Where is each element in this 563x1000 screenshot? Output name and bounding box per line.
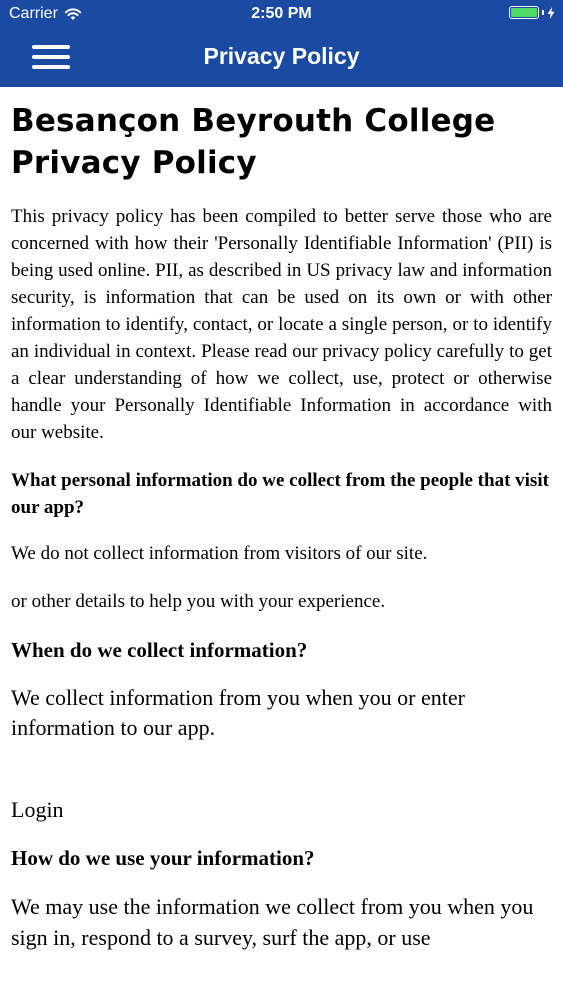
carrier-label: Carrier (9, 5, 58, 22)
page-title: Besançon Beyrouth College Privacy Policy (11, 103, 496, 181)
battery-fill (511, 8, 537, 17)
bolt-icon (547, 7, 555, 19)
collect-question: What personal information do we collect from the people that visit our app? (11, 470, 549, 518)
collect-answer-2: or other details to help you with your experience. (11, 591, 386, 612)
when-answer: We collect information from you when you or enter information to our app. (11, 685, 465, 740)
spacer (11, 743, 552, 795)
battery-nub (542, 10, 544, 15)
collect-answer-1: We do not collect information from visitors of our site. (11, 543, 428, 564)
status-time: 2:50 PM (251, 5, 312, 22)
nav-bar (0, 30, 563, 87)
use-answer: We may use the information we collect from you when you sign in, respond to a survey, surf the app, or use (11, 894, 534, 950)
status-bar (0, 0, 563, 30)
login-text: Login (11, 797, 64, 822)
use-question: How do we use your information? (11, 846, 315, 870)
battery-group (509, 6, 555, 19)
policy-content[interactable] (0, 87, 563, 1000)
battery-icon (509, 6, 539, 19)
nav-title: Privacy Policy (203, 43, 360, 69)
header (0, 0, 563, 87)
when-question: When do we collect information? (11, 638, 308, 662)
intro-paragraph: This privacy policy has been compiled to better serve those who are concerned with how their 'Personally Identifiable Information' (PII) is being used online. PII, as described in US privacy law and information security, is information that can be used on its own or with other information to identify, contact, or locate a single person, or to identify an individual in context. Please read our privacy policy carefully to get a clear understanding of how we collect, use, protect or otherwise handle your Personally Identifiable Information in accordance with our website. (11, 206, 552, 443)
